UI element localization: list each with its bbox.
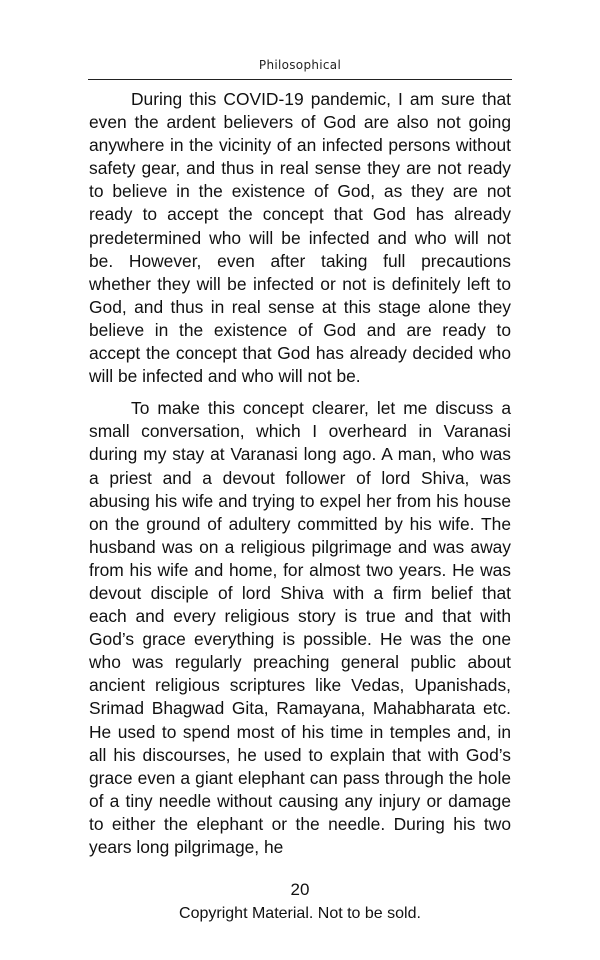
paragraph-1: During this COVID-19 pandemic, I am sure that even the ardent believers of God are also not going anywhere in the vicinity of an infected persons without safety gear, and thus in real sense they are not ready to believe in the existence of God, as they are not ready to accept the concept that God has already predetermined who will be infected and who will not be. However, even after taking full precautions whether they will be infected or not is definitely left to God, and thus in real sense at this stage alone they believe in the existence of God and are ready to accept the concept that God has already decided who will be infected and who will not be.: [89, 89, 511, 387]
body-text: [89, 88, 511, 868]
paragraph-2: To make this concept clearer, let me discuss a small conversation, which I overheard in Varanasi during my stay at Varanasi long ago. A man, who was a priest and a devout follower of lord Shiva, was abusing his wife and trying to expel her from his house on the ground of adultery committed by his wife. The husband was on a religious pilgrimage and was away from his wife and home, for almost two years. He was devout disciple of lord Shiva with a firm belief that each and every religious story is true and that with God’s grace everything is possible. He was the one who was regularly preaching general public about ancient religious scriptures like Vedas, Upanishads, Srimad Bhagwad Gita, Ramayana, Mahabharata etc. He used to spend most of his time in temples and, in all his discourses, he used to explain that with God’s grace even a giant elephant can pass through the hole of a tiny needle without causing any injury or damage to either the elephant or the needle. During his two years long pilgrimage, he: [89, 398, 511, 857]
page-number: 20: [290, 880, 310, 899]
running-head: Philosophical: [258, 58, 342, 72]
copyright-notice: Copyright Material. Not to be sold.: [179, 905, 421, 922]
header-rule: [88, 79, 512, 80]
